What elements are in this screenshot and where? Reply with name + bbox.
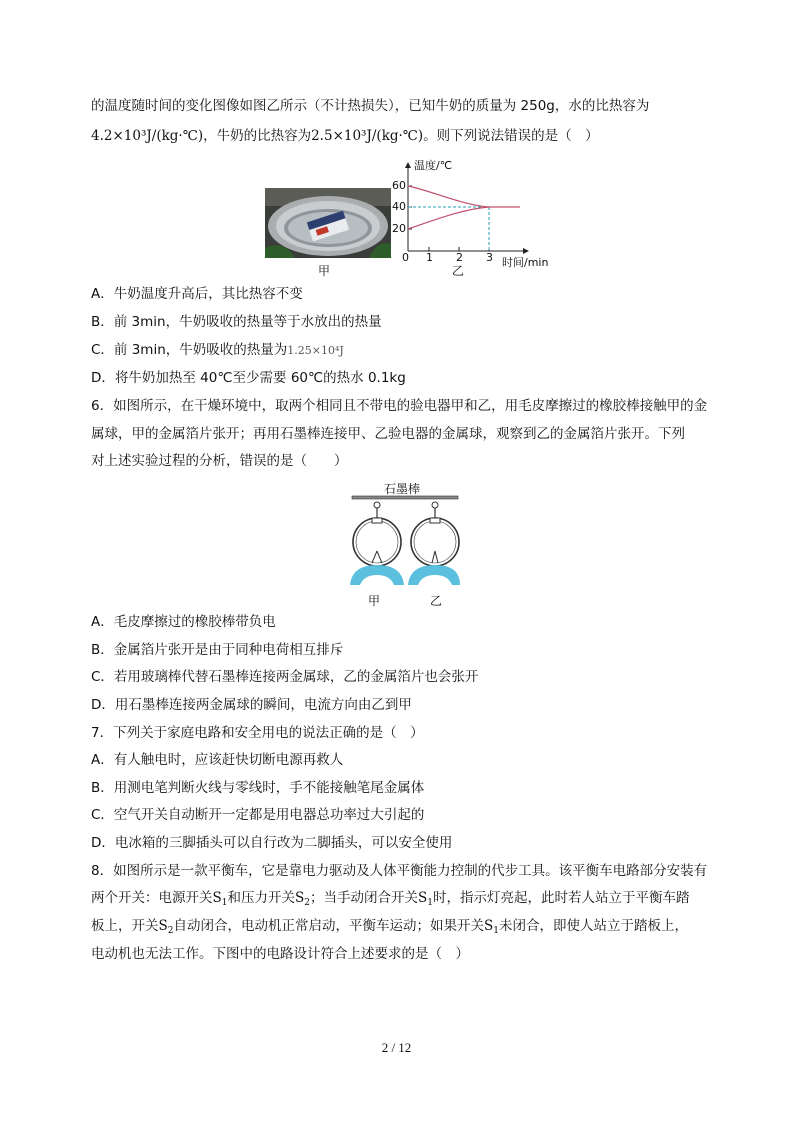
- milk-specific-heat: 2.5×10³J/(kg·℃): [311, 128, 424, 144]
- xtick-0: 0: [402, 251, 409, 264]
- water-specific-heat: 4.2×10³J/(kg·℃): [91, 128, 204, 144]
- q6-option-b: B．金属箔片张开是由于同种电荷相互排斥: [91, 642, 344, 658]
- q8-stem-line4: 电动机也无法工作。下图中的电路设计符合上述要求的是（ ）: [91, 946, 469, 962]
- electroscopes-figure: [350, 493, 460, 588]
- q5-stem-text: ，牛奶的比热容为: [203, 128, 312, 144]
- q8-l3-part3: 未闭合，即使人站立于踏板上，: [498, 918, 688, 934]
- q8-l2-part1: 两个开关：电源开关: [91, 890, 213, 906]
- q5-option-c: [91, 340, 344, 361]
- graph-xlabel: 时间/min: [502, 256, 549, 269]
- q7-option-c: C．空气开关自动断开一定都是用电器总功率过大引起的: [91, 807, 425, 823]
- switch-s1: $S_1$: [483, 918, 499, 936]
- q8-l2-part4: 时，指示灯亮起，此时若人站立于平衡车踏: [432, 890, 690, 906]
- q8-l3-part2: 自动闭合，电动机正常启动，平衡车运动；如果开关: [173, 918, 484, 934]
- q6-option-d: D．用石墨棒连接两金属球的瞬间，电流方向由乙到甲: [91, 697, 412, 713]
- q5-option-b: B．前 3min，牛奶吸收的热量等于水放出的热量: [91, 314, 382, 330]
- q5-stem-line2: [91, 126, 599, 146]
- q7-option-d: D．电冰箱的三脚插头可以自行改为二脚插头，可以安全使用: [91, 835, 453, 851]
- milk-basin-photo: [265, 188, 391, 258]
- q5-option-c-text: C．前 3min，牛奶吸收的热量为: [91, 342, 288, 358]
- temperature-time-graph: [392, 155, 562, 273]
- q8-l2-part3: ；当手动闭合开关: [309, 890, 418, 906]
- q6-stem-line1: 6．如图所示，在干燥环境中，取两个相同且不带电的验电器甲和乙，用毛皮摩擦过的橡胶棒接触甲的金: [91, 398, 708, 414]
- q6-option-a: A．毛皮摩擦过的橡胶棒带负电: [91, 614, 276, 630]
- q7-stem: 7．下列关于家庭电路和安全用电的说法正确的是（ ）: [91, 725, 424, 741]
- switch-s2: $S_2$: [294, 890, 310, 908]
- page-number: 2 / 12: [381, 1040, 412, 1055]
- ytick-40: 40: [392, 200, 406, 213]
- q5-option-d: D．将牛奶加热至 40℃至少需要 60℃的热水 0.1kg: [91, 370, 406, 386]
- q8-stem-line3: [91, 916, 688, 941]
- q6-option-c: C．若用玻璃棒代替石墨棒连接两金属球，乙的金属箔片也会张开: [91, 669, 479, 685]
- xtick-3: 3: [486, 251, 493, 264]
- switch-s2: $S_2$: [158, 918, 174, 936]
- fig-jia-label: 甲: [318, 264, 331, 278]
- q7-option-a: A．有人触电时，应该赶快切断电源再救人: [91, 752, 344, 768]
- switch-s1: $S_1$: [212, 890, 228, 908]
- q5-option-a: A．牛奶温度升高后，其比热容不变: [91, 286, 303, 302]
- q8-stem-line2: [91, 888, 689, 913]
- electroscope-jia-label: 甲: [368, 594, 381, 608]
- q5-stem-line1: 的温度随时间的变化图像如图乙所示（不计热损失），已知牛奶的质量为 250g，水的比热容为: [91, 98, 650, 114]
- fig-yi-label: 乙: [452, 264, 465, 278]
- q6-stem-line2: 属球，甲的金属箔片张开；再用石墨棒连接甲、乙验电器的金属球，观察到乙的金属箔片张开。下列: [91, 426, 685, 442]
- q5-option-c-value: 1.25×10⁴J: [287, 344, 344, 357]
- q8-l3-part1: 板上，开关: [91, 918, 159, 934]
- xtick-1: 1: [426, 251, 433, 264]
- q8-l2-part2: 和压力开关: [227, 890, 295, 906]
- graphite-rod-label: 石墨棒: [384, 482, 421, 496]
- q5-stem-question: 。则下列说法错误的是（ ）: [423, 128, 599, 144]
- q6-stem-line3: 对上述实验过程的分析，错误的是（ ）: [91, 453, 348, 469]
- q7-option-b: B．用测电笔判断火线与零线时，手不能接触笔尾金属体: [91, 780, 425, 796]
- ytick-20: 20: [392, 222, 406, 235]
- xtick-2: 2: [456, 251, 463, 264]
- q8-stem-line1: 8．如图所示是一款平衡车，它是靠电力驱动及人体平衡能力控制的代步工具。该平衡车电路部分安装有: [91, 863, 708, 879]
- ytick-60: 60: [392, 179, 406, 192]
- graph-ylabel: 温度/℃: [414, 159, 453, 172]
- electroscope-yi-label: 乙: [430, 594, 443, 608]
- switch-s1: $S_1$: [417, 890, 433, 908]
